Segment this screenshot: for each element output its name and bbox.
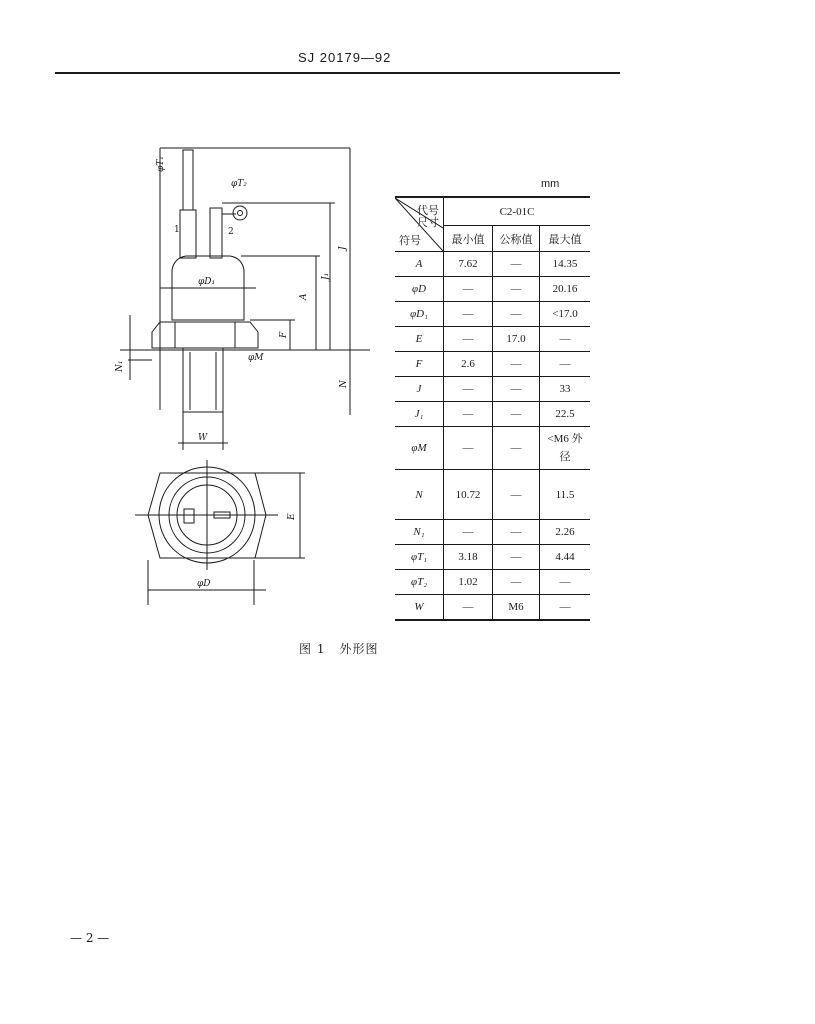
row-symbol: φD₁ (395, 302, 444, 327)
row-symbol: φM (395, 427, 444, 470)
row-min: 7.62 (444, 252, 493, 277)
label-d: φD (197, 579, 211, 589)
outline-drawing (110, 140, 380, 610)
row-max: 33 (540, 377, 591, 402)
row-symbol: J₁ (395, 402, 444, 427)
row-nom: — (493, 470, 540, 520)
row-nom: — (493, 520, 540, 545)
col-max-header: 最大值 (540, 226, 591, 252)
row-nom: — (493, 377, 540, 402)
row-max: <M6 外径 (540, 427, 591, 470)
row-nom: — (493, 427, 540, 470)
table-row (395, 377, 590, 402)
dimension-table (395, 196, 590, 621)
label-d1: φD₁ (198, 277, 216, 287)
row-max: 22.5 (540, 402, 591, 427)
table-row (395, 570, 590, 595)
row-symbol: φT₁ (395, 545, 444, 570)
row-symbol: J (395, 377, 444, 402)
table-row (395, 427, 590, 470)
label-n1: N₁ (115, 360, 125, 372)
row-symbol: F (395, 352, 444, 377)
row-min: 1.02 (444, 570, 493, 595)
row-nom: — (493, 402, 540, 427)
page-number: — 2 — (70, 931, 110, 945)
row-min: — (444, 402, 493, 427)
figure-title: 外形图 (339, 642, 379, 656)
label-lead1: 1 (174, 225, 180, 235)
corner-dimension: 尺寸 (417, 217, 439, 229)
label-j: J (338, 246, 348, 250)
standard-code: SJ 20179—92 (298, 50, 392, 65)
row-max: 14.35 (540, 252, 591, 277)
row-symbol: N₁ (395, 520, 444, 545)
table-row (395, 352, 590, 377)
corner-symbol: 符号 (399, 235, 421, 247)
table-row (395, 545, 590, 570)
row-max: — (540, 352, 591, 377)
row-max: <17.0 (540, 302, 591, 327)
corner-code: 代号 (417, 205, 439, 217)
label-t2: φT₂ (231, 179, 247, 189)
row-min: — (444, 327, 493, 352)
row-nom: — (493, 545, 540, 570)
label-j1: J₁ (321, 272, 331, 280)
row-nom: — (493, 277, 540, 302)
label-n: N (339, 380, 349, 388)
label-t1: φT₁ (156, 156, 166, 172)
row-max: 20.16 (540, 277, 591, 302)
row-nom: — (493, 352, 540, 377)
row-nom: M6 (493, 595, 540, 620)
row-max: — (540, 327, 591, 352)
row-max: — (540, 595, 591, 620)
col-min-header: 最小值 (444, 226, 493, 252)
row-min: 3.18 (444, 545, 493, 570)
row-min: 2.6 (444, 352, 493, 377)
figure-caption (299, 640, 378, 657)
label-a: A (299, 293, 309, 300)
row-max: 2.26 (540, 520, 591, 545)
row-min: — (444, 595, 493, 620)
row-symbol: A (395, 252, 444, 277)
label-m: φM (248, 353, 264, 363)
header-rule (55, 72, 620, 74)
row-symbol: φD (395, 277, 444, 302)
table-row (395, 302, 590, 327)
label-lead2: 2 (228, 227, 234, 237)
label-w: W (198, 433, 208, 443)
row-min: — (444, 520, 493, 545)
row-min: — (444, 302, 493, 327)
row-nom: — (493, 302, 540, 327)
row-symbol: E (395, 327, 444, 352)
table-row (395, 470, 590, 520)
table-row (395, 595, 590, 620)
row-nom: 17.0 (493, 327, 540, 352)
table-row (395, 327, 590, 352)
col-nom-header: 公称值 (493, 226, 540, 252)
row-max: 4.44 (540, 545, 591, 570)
model-header: C2-01C (444, 197, 591, 226)
row-symbol: N (395, 470, 444, 520)
label-f: F (279, 331, 289, 338)
row-max: — (540, 570, 591, 595)
row-nom: — (493, 252, 540, 277)
unit-label: mm (541, 178, 560, 190)
row-min: — (444, 277, 493, 302)
table-row (395, 277, 590, 302)
row-min: — (444, 427, 493, 470)
row-max: 11.5 (540, 470, 591, 520)
figure-number: 图 1 (299, 642, 326, 656)
row-nom: — (493, 570, 540, 595)
table-row (395, 402, 590, 427)
row-symbol: φT₂ (395, 570, 444, 595)
corner-header (395, 197, 444, 252)
row-min: — (444, 377, 493, 402)
table-row (395, 252, 590, 277)
table-row (395, 520, 590, 545)
row-symbol: W (395, 595, 444, 620)
row-min: 10.72 (444, 470, 493, 520)
label-e: E (287, 513, 297, 520)
